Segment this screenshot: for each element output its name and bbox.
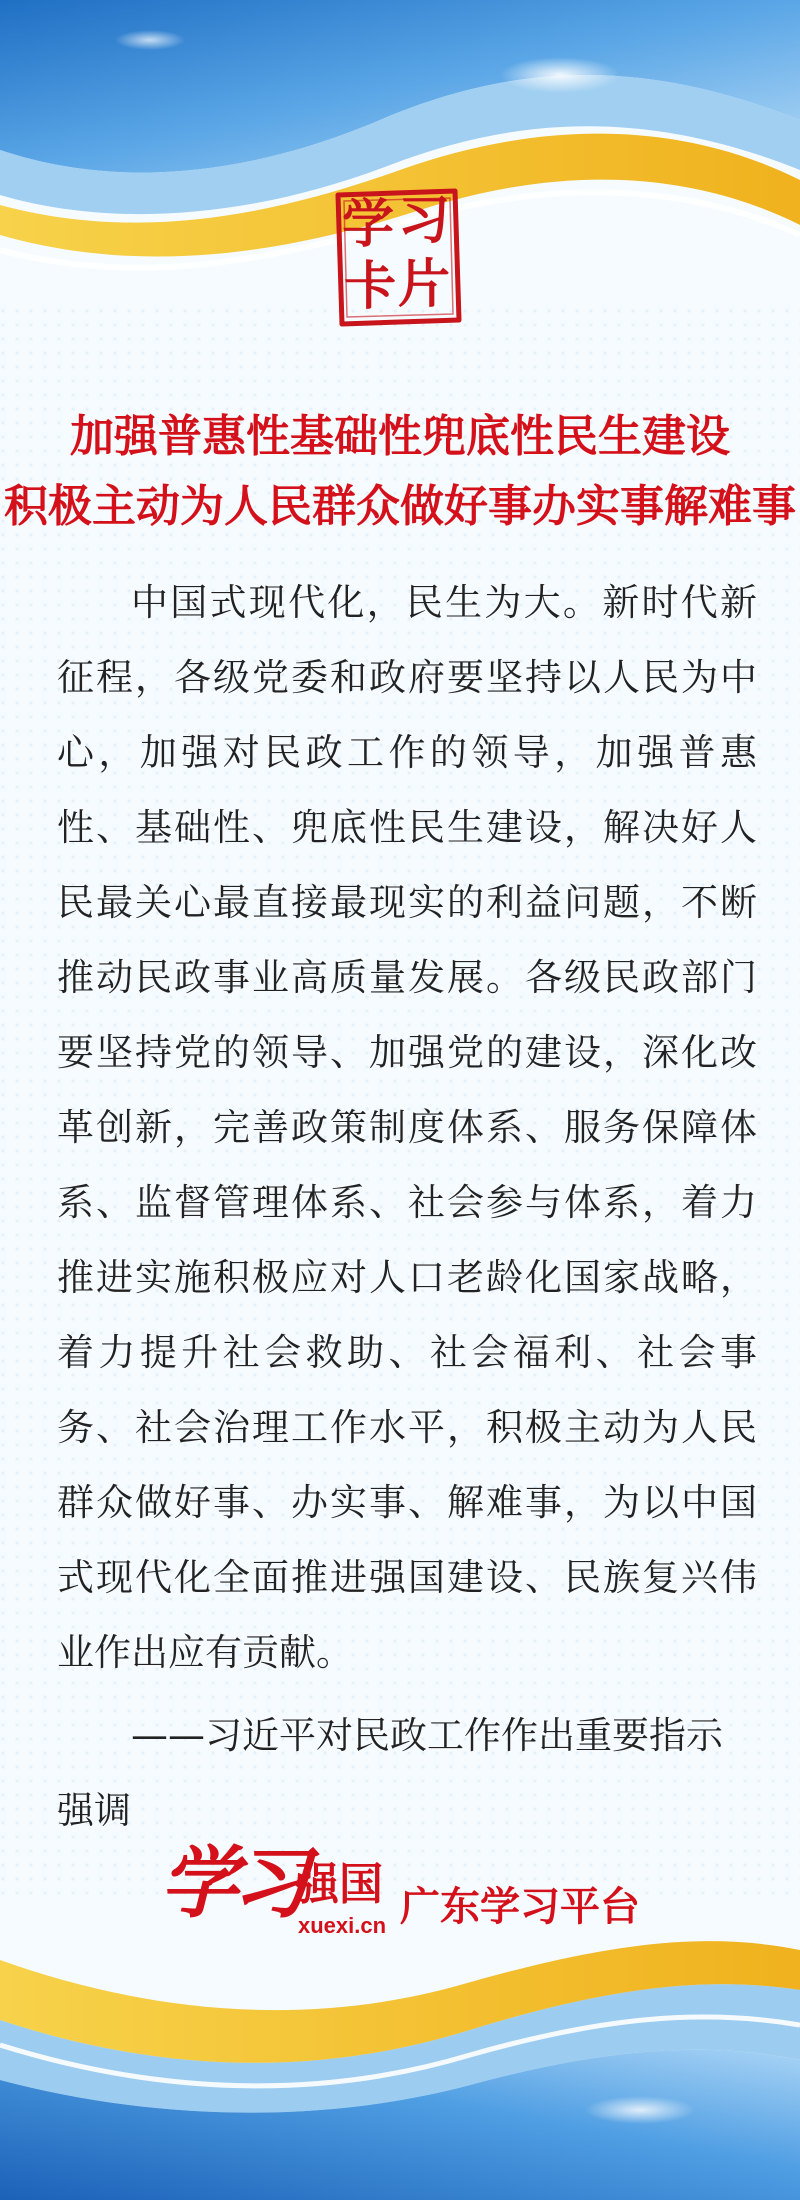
title-line-2: 积极主动为人民群众做好事办实事解难事 bbox=[4, 481, 796, 532]
logo-platform-text: 广东学习平台 bbox=[400, 1884, 640, 1930]
logo-url-text: xuexi.cn bbox=[298, 1913, 387, 1938]
seal-char-4: 片 bbox=[398, 254, 451, 315]
seal-char-3: 卡 bbox=[344, 256, 397, 317]
study-card-seal bbox=[330, 185, 465, 330]
title-line-1: 加强普惠性基础性兜底性民生建设 bbox=[70, 411, 730, 462]
seal-char-2: 习 bbox=[398, 190, 451, 251]
quote-source: ——习近平对民政工作作出重要指示强调 bbox=[57, 1714, 723, 1832]
logo-script-text: 学习 bbox=[160, 1838, 305, 1929]
logo-brand-text: 强国 bbox=[295, 1859, 383, 1910]
body-paragraph: 中国式现代化，民生为大。新时代新征程，各级党委和政府要坚持以人民为中心，加强对民政工作的领导，加强普惠性、基础性、兜底性民生建设，解决好人民最关心最直接最现实的利益问题，不断推动民政事业高质量发展。各级民政部门要坚持党的领导、加强党的建设，深化改革创新，完善政策制度体系、服务保障体系、监督管理体系、社会参与体系，着力推进实施积极应对人口老龄化国家战略，着力提升社会救助、社会福利、社会事务、社会治理工作水平，积极主动为人民群众做好事、办实事、解难事，为以中国式现代化全面推进强国建设、民族复兴伟业作出应有贡献。 bbox=[57, 581, 757, 1674]
article-body bbox=[57, 565, 757, 1848]
xuexi-logo bbox=[160, 1838, 680, 1960]
seal-char-1: 学 bbox=[342, 194, 395, 255]
